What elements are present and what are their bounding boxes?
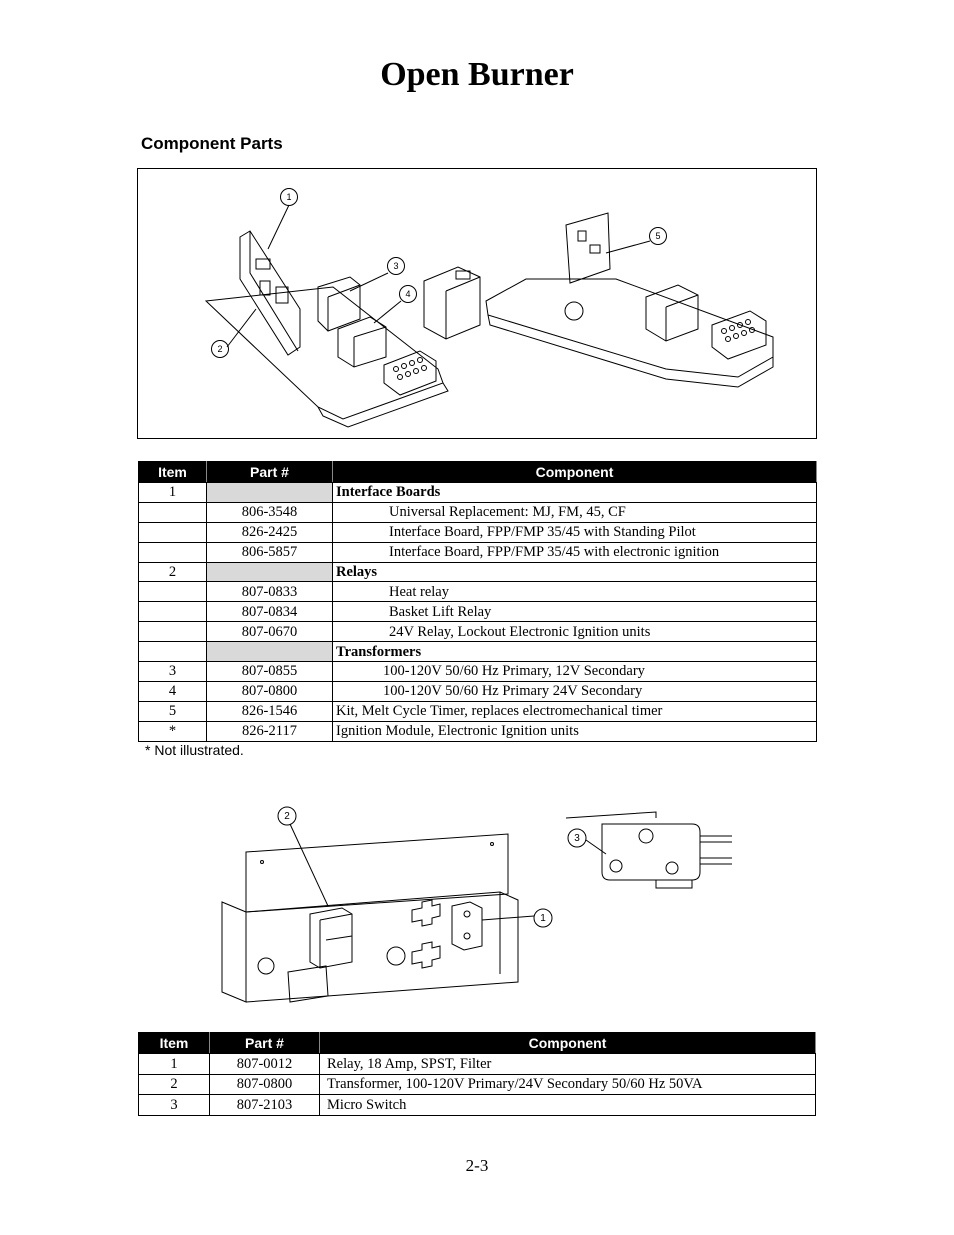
item-cell xyxy=(139,622,207,642)
callout-4: 4 xyxy=(405,289,411,299)
table-row xyxy=(139,1074,816,1095)
table-row xyxy=(139,602,817,622)
table-row xyxy=(139,681,817,701)
part-cell: 807-0833 xyxy=(207,582,333,602)
item-cell xyxy=(139,642,207,662)
table-row xyxy=(139,622,817,642)
page-title: Open Burner xyxy=(380,56,574,93)
component-cell: Transformer, 100-120V Primary/24V Secondary 50/60 Hz 50VA xyxy=(320,1074,816,1095)
component-cell: 100-120V 50/60 Hz Primary, 12V Secondary xyxy=(333,662,817,682)
item-cell: * xyxy=(139,721,207,741)
component-cell: Interface Boards xyxy=(333,483,817,503)
part-cell: 807-2103 xyxy=(210,1095,320,1116)
part-cell: 807-0800 xyxy=(210,1074,320,1095)
table-row xyxy=(139,662,817,682)
part-cell xyxy=(207,483,333,503)
component-cell: Basket Lift Relay xyxy=(333,602,817,622)
part-cell: 806-3548 xyxy=(207,502,333,522)
callout-5: 5 xyxy=(655,231,661,241)
table-row xyxy=(139,1054,816,1075)
item-cell: 1 xyxy=(139,483,207,503)
footnote: * Not illustrated. xyxy=(145,742,244,758)
item-cell: 3 xyxy=(139,1095,210,1116)
section-title: Component Parts xyxy=(141,134,283,153)
component-cell: Relay, 18 Amp, SPST, Filter xyxy=(320,1054,816,1075)
control-box-parts-table xyxy=(138,1032,816,1116)
column-header-component: Component xyxy=(320,1033,816,1054)
column-header-component: Component xyxy=(333,462,817,483)
component-cell: Micro Switch xyxy=(320,1095,816,1116)
part-cell: 806-5857 xyxy=(207,542,333,562)
component-cell: Kit, Melt Cycle Timer, replaces electromechanical timer xyxy=(333,701,817,721)
part-cell: 826-2117 xyxy=(207,721,333,741)
table-row xyxy=(139,522,817,542)
component-parts-figure xyxy=(137,168,817,439)
component-cell: Universal Replacement: MJ, FM, 45, CF xyxy=(333,502,817,522)
table-row xyxy=(139,483,817,503)
component-parts-table xyxy=(138,461,817,742)
table-row xyxy=(139,582,817,602)
item-cell xyxy=(139,602,207,622)
table-row xyxy=(139,562,817,582)
control-box-figure xyxy=(200,796,760,1016)
column-header-item: Item xyxy=(139,462,207,483)
page-number: 2-3 xyxy=(465,1156,489,1175)
table-row xyxy=(139,701,817,721)
callout-3: 3 xyxy=(574,833,580,844)
item-cell xyxy=(139,542,207,562)
component-cell: Interface Board, FPP/FMP 35/45 with electronic ignition xyxy=(333,542,817,562)
callout-3: 3 xyxy=(393,261,399,271)
component-cell: Relays xyxy=(333,562,817,582)
item-cell: 3 xyxy=(139,662,207,682)
item-cell xyxy=(139,582,207,602)
column-header-item: Item xyxy=(139,1033,210,1054)
item-cell: 4 xyxy=(139,681,207,701)
part-cell: 807-0800 xyxy=(207,681,333,701)
table-row xyxy=(139,542,817,562)
callout-2: 2 xyxy=(217,344,223,354)
part-cell: 807-0834 xyxy=(207,602,333,622)
interface-board-assembly-drawing xyxy=(138,169,816,438)
column-header-part: Part # xyxy=(207,462,333,483)
part-cell xyxy=(207,642,333,662)
item-cell: 2 xyxy=(139,1074,210,1095)
callout-1: 1 xyxy=(540,913,546,924)
item-cell xyxy=(139,522,207,542)
component-cell: Heat relay xyxy=(333,582,817,602)
callout-1: 1 xyxy=(286,192,292,202)
part-cell xyxy=(207,562,333,582)
part-cell: 807-0670 xyxy=(207,622,333,642)
item-cell: 1 xyxy=(139,1054,210,1075)
part-cell: 826-2425 xyxy=(207,522,333,542)
table-row xyxy=(139,721,817,741)
table-row xyxy=(139,642,817,662)
callout-2: 2 xyxy=(284,811,290,822)
component-cell: 100-120V 50/60 Hz Primary 24V Secondary xyxy=(333,681,817,701)
part-cell: 807-0012 xyxy=(210,1054,320,1075)
part-cell: 807-0855 xyxy=(207,662,333,682)
table-row xyxy=(139,1095,816,1116)
component-cell: Ignition Module, Electronic Ignition units xyxy=(333,721,817,741)
table-row xyxy=(139,502,817,522)
component-cell: Interface Board, FPP/FMP 35/45 with Standing Pilot xyxy=(333,522,817,542)
component-cell: 24V Relay, Lockout Electronic Ignition units xyxy=(333,622,817,642)
item-cell: 2 xyxy=(139,562,207,582)
control-box-drawing xyxy=(200,796,760,1016)
component-cell: Transformers xyxy=(333,642,817,662)
item-cell xyxy=(139,502,207,522)
item-cell: 5 xyxy=(139,701,207,721)
part-cell: 826-1546 xyxy=(207,701,333,721)
column-header-part: Part # xyxy=(210,1033,320,1054)
